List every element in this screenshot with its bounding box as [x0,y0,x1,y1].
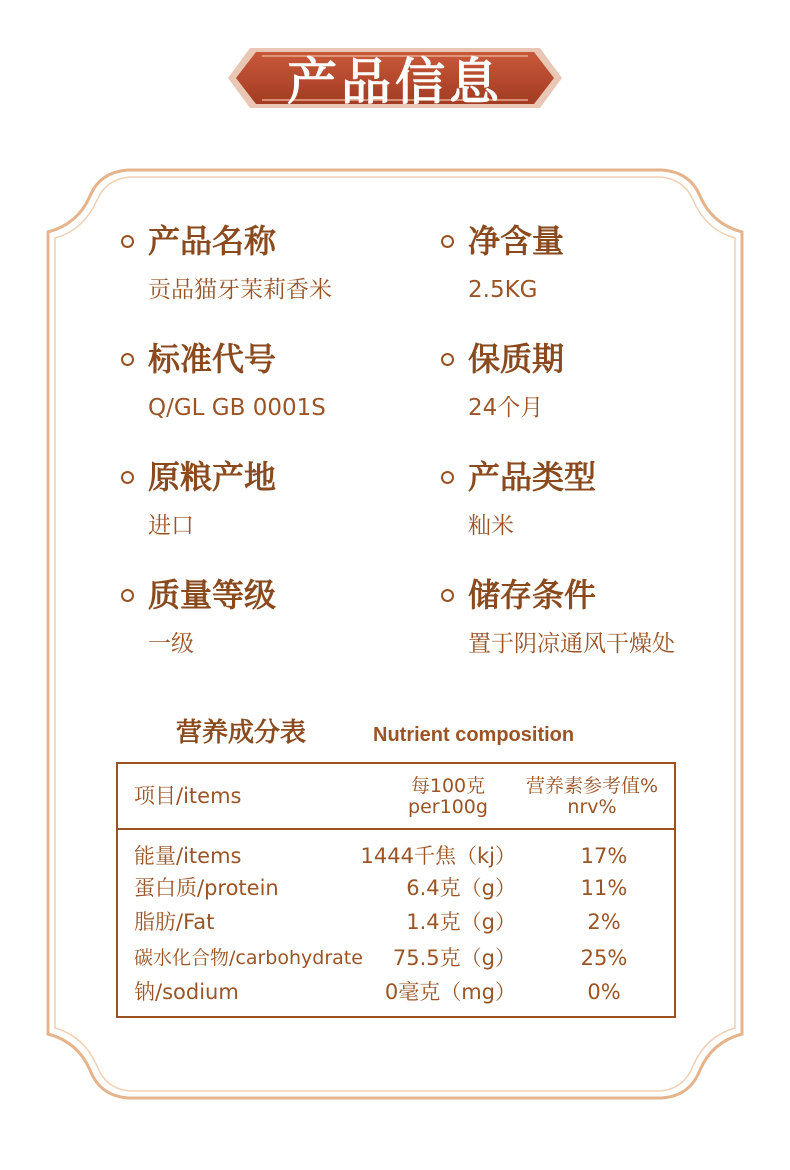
info-label: 储存条件 [468,576,597,614]
info-value: 24个月 [468,395,544,421]
bullet-circle-icon [441,589,454,602]
info-value: 2.5KG [468,277,538,303]
info-value: Q/GL GB 0001S [148,395,326,421]
row-nrv: 2% [587,910,621,934]
nutrition-table [116,762,676,1018]
row-value: 75.5克（g） [392,946,516,970]
info-value: 进口 [148,513,194,539]
row-nrv: 25% [580,946,628,970]
info-label: 净含量 [468,222,565,260]
bullet-circle-icon [441,353,454,366]
bullet-circle-icon [441,471,454,484]
row-value: 6.4克（g） [406,876,516,900]
page-title: 产品信息 [287,53,503,111]
info-label: 产品类型 [468,458,597,496]
header-per-line2: per100g [408,796,488,818]
info-label: 质量等级 [148,576,277,614]
nutrition-title: 营养成分表 [176,718,307,748]
info-label: 保质期 [468,340,565,378]
info-value: 置于阴凉通风干燥处 [468,631,675,657]
info-value: 贡品猫牙茉莉香米 [148,277,332,303]
header-items: 项目/items [134,784,242,808]
header-nrv-line1: 营养素参考值% [525,775,659,797]
row-value: 1444千焦（kj） [360,844,516,868]
info-label: 产品名称 [148,222,277,260]
bullet-circle-icon [121,589,134,602]
info-label: 标准代号 [148,340,277,378]
header-per-line1: 每100克 [410,775,486,797]
row-value: 1.4克（g） [406,910,516,934]
row-nrv: 11% [580,876,628,900]
row-name: 能量/items [134,844,242,868]
row-value: 0毫克（mg） [384,980,516,1004]
bullet-circle-icon [121,353,134,366]
info-value: 籼米 [468,513,514,539]
bullet-circle-icon [121,235,134,248]
nutrition-subtitle: Nutrient composition [373,724,575,746]
row-nrv: 17% [580,844,628,868]
header-nrv-line2: nrv% [567,796,617,818]
row-name: 钠/sodium [134,980,239,1004]
row-nrv: 0% [587,980,621,1004]
table-row [118,876,674,910]
table-row [118,844,674,878]
bullet-circle-icon [441,235,454,248]
info-value: 一级 [148,631,194,657]
info-label: 原粮产地 [148,458,277,496]
header-nrv [516,776,668,818]
row-name: 蛋白质/protein [134,876,279,900]
header-per-100g [388,776,508,818]
table-row [118,980,674,1014]
bullet-circle-icon [121,471,134,484]
row-name: 脂肪/Fat [134,910,215,934]
row-name: 碳水化合物/carbohydrate [134,947,363,969]
table-row [118,910,674,944]
header-divider [118,828,674,830]
table-row [118,946,674,980]
